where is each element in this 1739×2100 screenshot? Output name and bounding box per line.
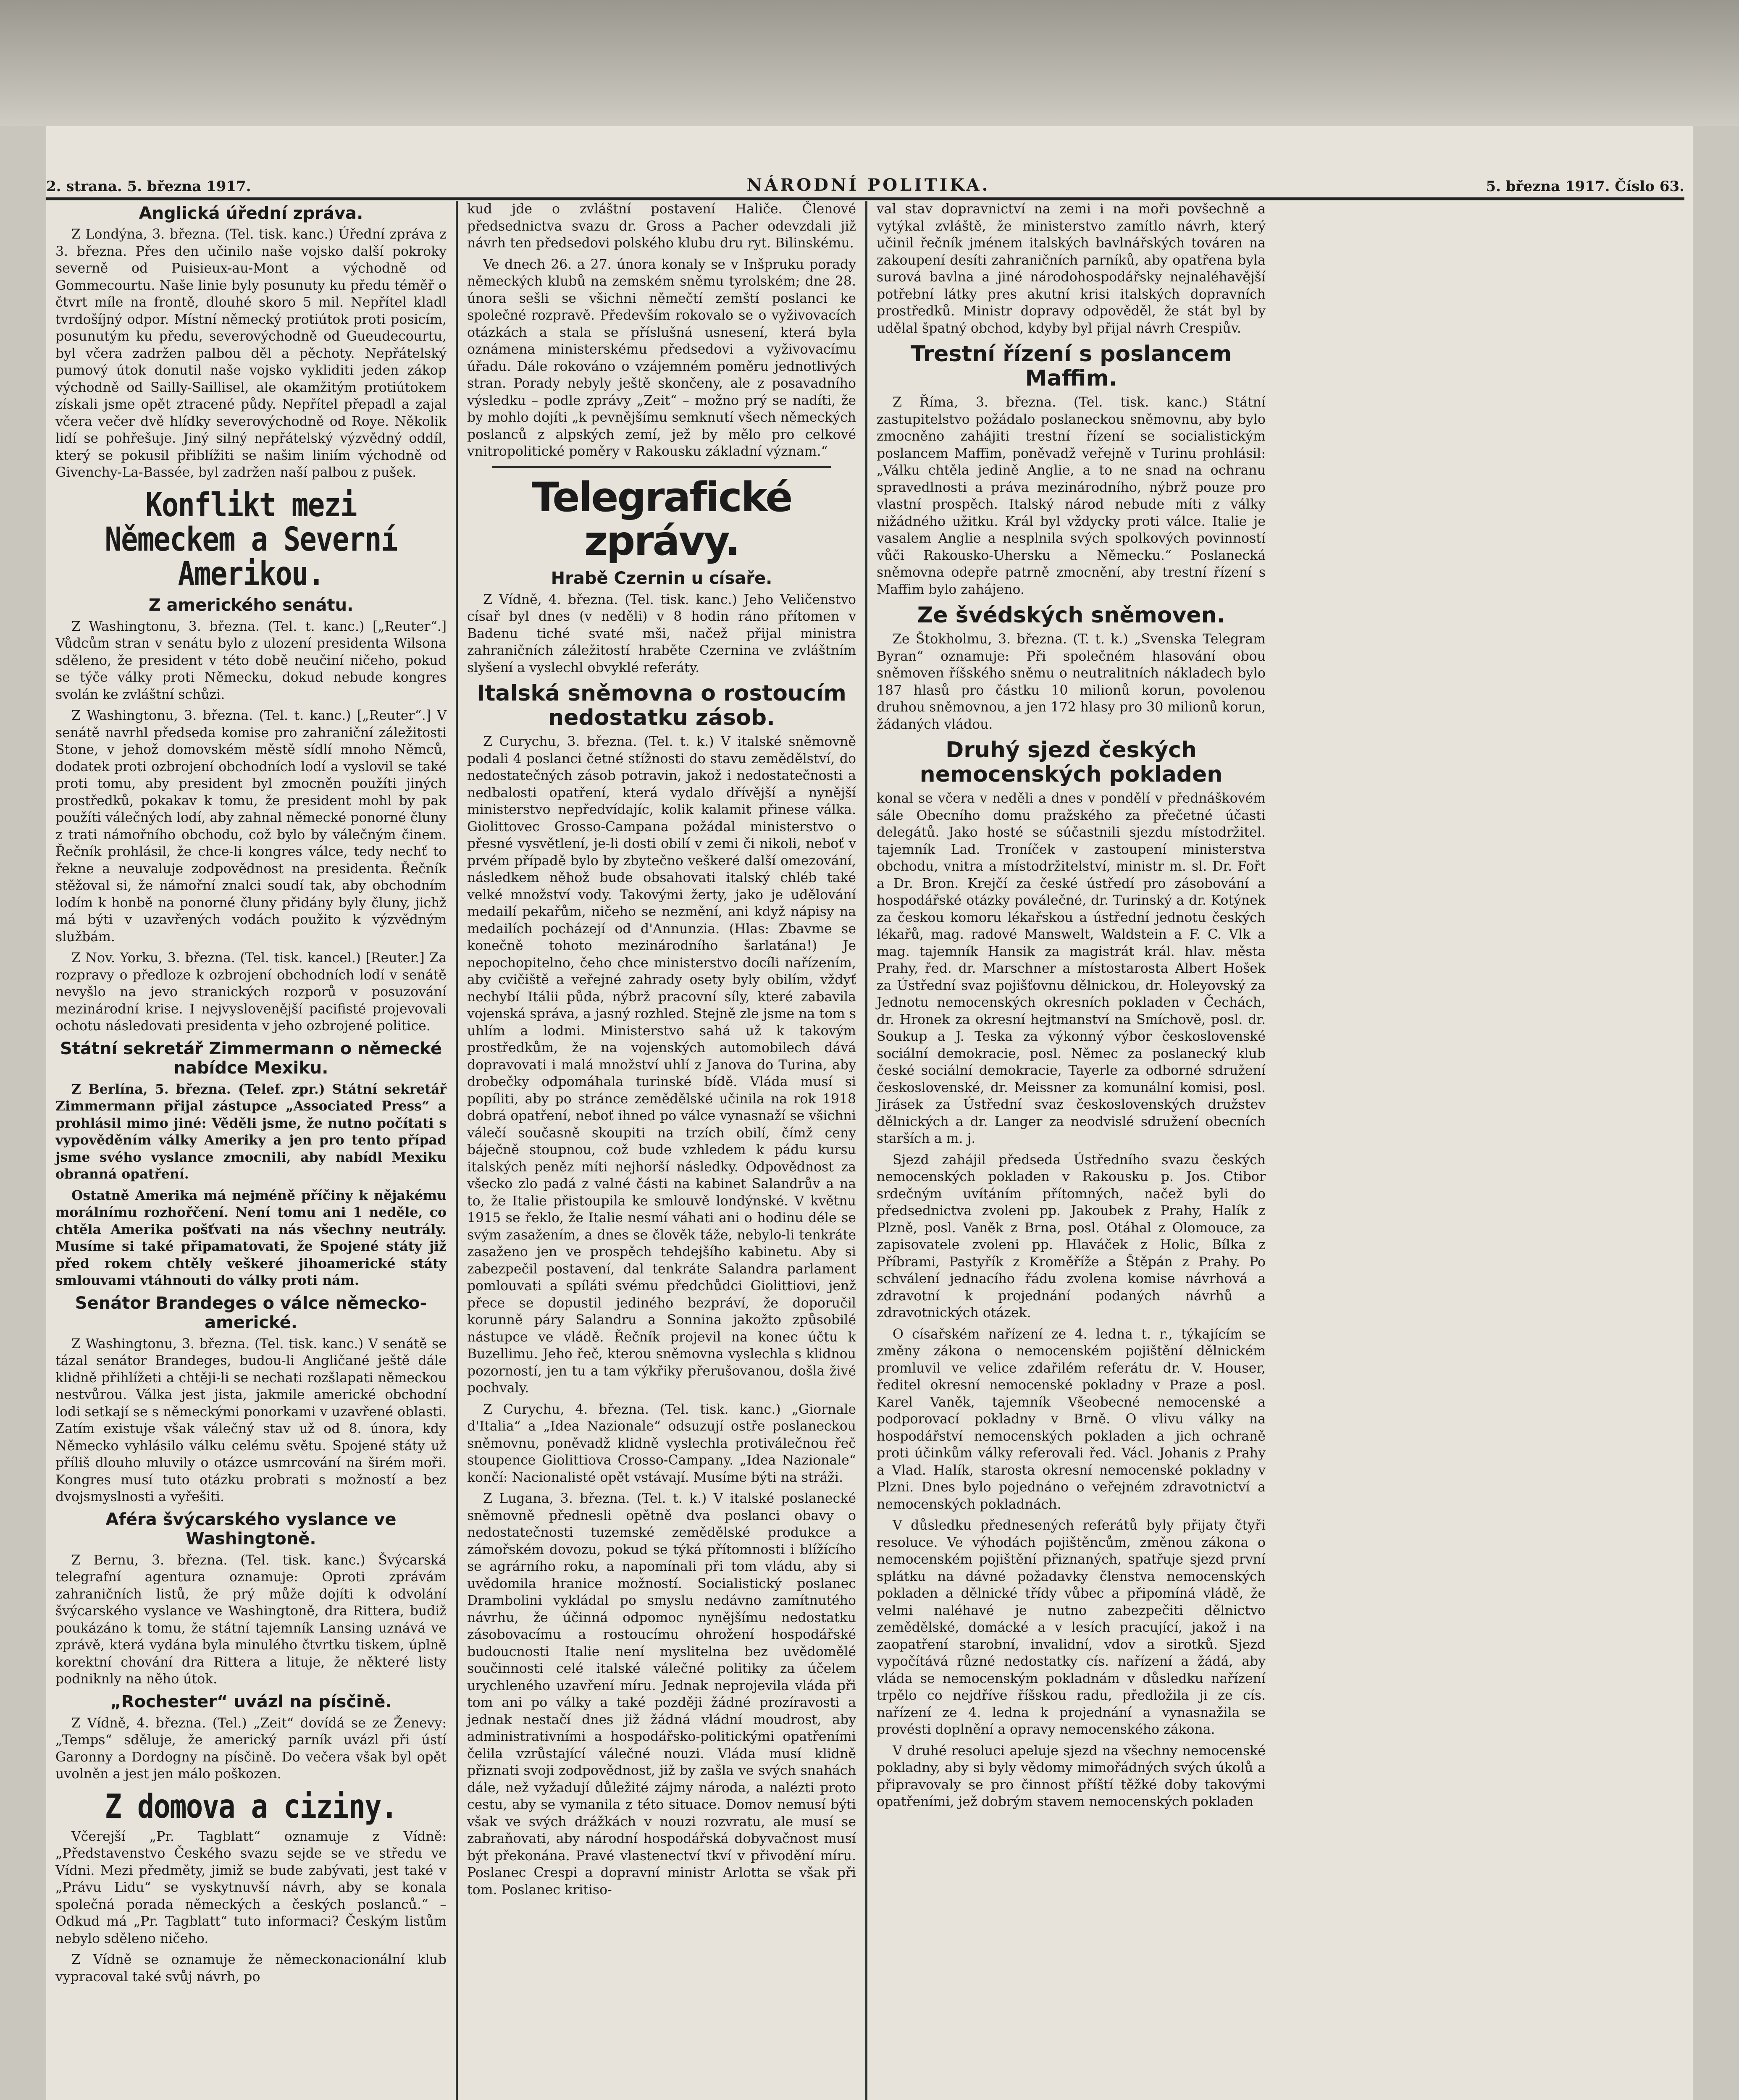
article-paragraph: Ze Štokholmu, 3. března. (T. t. k.) „Svenska Telegram Byran“ oznamuje: Při společném hlasování obou sněmoven říšského sněmu o neutralitních nákladech bylo 187 hlasů pro částku 10 milionů korun, povolenou druhou sněmovnou, a jen 172 hlasy pro 30 milionů korun, žádaných vládou.	[877, 632, 1266, 732]
headline-telegraphic-news: Telegrafické zprávy.	[531, 473, 792, 564]
headline-italian-chamber: Italská sněmovna o rostoucím nedostatku zásob.	[477, 681, 846, 730]
article-paragraph: kud jde o zvláštní postavení Haliče. Členové předsednictva svazu dr. Gross a Pacher odevzdali již návrh ten předsedovi polského klubu dru ryt. Bilinskému.	[467, 202, 856, 251]
headline-czernin: Hrabě Czernin u císaře.	[551, 568, 772, 588]
article-paragraph: Z Říma, 3. března. (Tel. tisk. kanc.) Státní zastupitelstvo požádalo poslaneckou sněmovnu, aby bylo zmocněno zahájiti trestní řízení se socialistickým poslancem Maffim, poněvadž veřejně v Turinu prohlásil: „Válku chtěla jedině Anglie, a to ne snad na ochranu spravedlnosti a práva mezinárodního, nýbrž pouze pro vlastní prospěch. Italský národ nebude míti z války nižádného užitku. Král byl vždycky proti válce. Italie je vasalem Anglie a nesplnila svých spolkových povinností vůči Rakousko-Uhersku a Německu.“ Poslanecká sněmovna odepře patrně zmocnění, aby trestní řízení s Maffim bylo zahájeno.	[877, 395, 1266, 597]
masthead	[46, 168, 1684, 200]
headline-maffi: Trestní řízení s poslancem Maffim.	[910, 341, 1232, 391]
article-paragraph: Z Vídně, 4. března. (Tel. tisk. kanc.) Jeho Veličenstvo císař byl dnes (v neděli) v 8 hodin ráno přítomen v Badenu tiché svaté mši, načež přijal ministra zahraničních záležitostí hraběte Czernina ve zvláštním slyšení a vyslechl obvyklé referáty.	[467, 592, 856, 675]
article-paragraph: Z Washingtonu, 3. března. (Tel. t. kanc.) [„Reuter“.] Vůdcům stran v senátu bylo z ulození presidenta Wilsona sděleno, že president v této době neučiní ničeho, pokud se týče války proti Německu, dokud nebude kongres svolán ke zvláštní schůzi.	[55, 619, 447, 702]
headline-home-and-abroad: Z domova a ciziny.	[105, 1788, 397, 1826]
headline-swedish-chambers: Ze švédských sněmoven.	[917, 603, 1225, 628]
headline-conflict-germany-america: Konflikt mezi Německem a Severní Amerikou.	[105, 486, 397, 593]
masthead-title: NÁRODNÍ POLITIKA.	[746, 175, 990, 195]
subheadline-senate: Z amerického senátu.	[148, 595, 354, 615]
masthead-left: 2. strana. 5. března 1917.	[46, 178, 251, 195]
article-paragraph: Z Vídně se oznamuje že německonacionální klub vypracoval také svůj návrh, po	[55, 1952, 447, 1984]
article-paragraph: Ve dnech 26. a 27. února konaly se v Inšpruku porady německých klubů na zemském sněmu tyrolském; dne 28. února sešli se všichni němečtí zemští poslanci ke společné rozpravě. Především rokovalo se o vyživovacích otázkách a stala se příslušná usnesení, která byla oznámena ministerskému předsedovi a vyživovacímu úřadu. Dále rokováno o vzájemném poměru jednotlivých stran. Porady nebyly ještě skončeny, ale z posavadního výsledku – podle zprávy „Zeit“ – možno prý se nadíti, že by mohlo dojíti „k pevnějšímu semknutí všech německých poslanců z alpských zemí, jež by mělo pro celkové vnitropolitické poměry v Rakousku základní význam.“	[467, 257, 856, 459]
article-paragraph: konal se včera v neděli a dnes v pondělí v přednáškovém sále Obecního domu pražského za přečetné účasti delegátů. Jako hosté se súčastnili sjezdu místodržitel. tajemník Lad. Troníček v zastoupení ministerstva obchodu, vnitra a místodržitelství, ministr m. sl. Dr. Fořt a Dr. Bron. Krejčí za české ústředí pro zásobování a hospodářské otázky poválečné, dr. Turinský a dr. Kotýnek za českou komoru lékařskou a ústřední jednotu českých lékařů, mag. radové Manswelt, Waldstein a F. C. Vlk a mag. tajemník Hansik za magistrát král. hlav. města Prahy, řed. dr. Marschner a místostarosta Albert Hošek za Ústřední svaz pojišťovnu dělnickou, dr. Holeyovský za Jednotu nemocenských okresních pokladen v Čechách, dr. Hronek za okresní hejtmanství na Smíchově, posl. dr. Soukup a J. Teska za výkonný výbor československé sociální demokracie, posl. Němec za poslanecký klub české sociální demokracie, Tayerle za odborné sdružení československé, dr. Meissner za komunální komisi, posl. Jirásek za Ústřední svaz československých družstev dělnických a dr. Langer za neodvislé sdružení obecních starších a m. j.	[877, 791, 1266, 1146]
article-paragraph: V důsledku přednesených referátů byly přijaty čtyři resoluce. Ve výhodách pojištěncům, změnou zákona o nemocenském pojištění přiznaných, spatřuje sjezd první splátku na dávné požadavky členstva nemocenských pokladen a dělnické třídy vůbec a připomíná vládě, že velmi naléhavé je nutno zabezpečiti dělnictvo zemědělské, domácké a v lesích pracující, jakož i na zaopatření starobní, invalidní, vdov a sirotků. Sjezd vypočítává různé nedostatky cís. nařízení a žádá, aby vláda se nemocenským pokladnám v důsledku nařízení trpělo co nejdříve říšskou radu, předložila ji ze cís. nařízení ze 4. ledna k projednání a vynasnažila se provésti doplnění a opravy nemocenského zákona.	[877, 1518, 1266, 1737]
section-divider	[492, 466, 831, 468]
article-paragraph: Z Londýna, 3. března. (Tel. tisk. kanc.) Úřední zpráva z 3. března. Přes den učinilo naše vojsko další pokroky severně od Puisieux-au-Mont a východně od Gommecourtu. Naše linie byly posunuty ku předu téměř o čtvrt míle na frontě, dlouhé skoro 5 mil. Nepřítel kladl tvrdošíjný odpor. Místní německý protiútok proti posicím, posunutým ku předu, severovýchodně od Gueudecourtu, byl včera zadržen palbou děl a pěchoty. Nepřátelský pumový útok donutil naše vojsko vykliditi jeden zákop východně od Sailly-Saillisel, ale okamžitým protiútokem získali jsme opět ztracené půdy. Nepřítel přepadl a zajal včera večer dvě hlídky severovýchodně od Roye. Několik lidí se pohřešuje. Jiný silný nepřátelský výzvědný oddíl, který se pokusil přiblížiti se našim liniím východně od Givenchy-La-Bassée, byl zadržen naší palbou z pušek.	[55, 227, 447, 480]
article-paragraph: Z Curychu, 4. března. (Tel. tisk. kanc.) „Giornale d'Italia“ a „Idea Nazionale“ odsuzují ostře poslaneckou sněmovnu, poněvadž klidně vyslechla protiválečnou řeč stoupence Giolittiova Crosso-Campany. „Idea Nazionale“ končí: Nacionalisté opět vstávají. Musíme býti na stráži.	[467, 1402, 856, 1485]
article-paragraph: Z Washingtonu, 3. března. (Tel. tisk. kanc.) V senátě se tázal senátor Brandeges, budou-li Angličané ještě dále klidně přihlížeti a chtěji-li se nechati rozšlapati německou nestvůrou. Válka jest jista, jakmile americké obchodní lodi setkají se s německými ponorkami v uzavřené oblasti. Zatím existuje však válečný stav už od 8. února, kdy Německo vyhlásilo válku celému světu. Spojené státy už příliš dlouho mluvily o otázce usmrcování na širém moři. Kongres musí tuto otázku probrati s možností a bez dvojsmyslnosti a vyřešiti.	[55, 1336, 447, 1504]
article-paragraph: val stav dopravnictví na zemi i na moři povšechně a vytýkal zvláště, že ministerstvo zamítlo návrh, který učinil řečník jménem italských bavlnářských továren na zakoupení desíti zahraničních parníků, aby opatřena byla surová bavlna a jiné národohospodářsky nejnaléhavější potřební látky pres akutní krisi italských dopravních prostředků. Ministr dopravy odpověděl, že stát byl by udělal špatný obchod, kdyby byl přijal návrh Crespiův.	[877, 202, 1266, 336]
article-paragraph: Z Berlína, 5. března. (Telef. zpr.) Státní sekretář Zimmermann přijal zástupce „Associated Press“ a prohlásil mimo jiné: Věděli jsme, že nutno počítati s vypověděním války Ameriky a jen pro tento případ jsme svého vyslance zmocnili, aby nabídl Mexiku obranná opatření.	[55, 1081, 447, 1182]
article-paragraph: Ostatně Amerika má nejméně příčiny k nějakému morálnímu rozhořčení. Není tomu ani 1 neděle, co chtěla Amerika pošťvati na nás všechny neutrály. Musíme si také připamatovati, že Spojené státy již před rokem chtěly veškeré jihoamerické státy smlouvami vtáhnouti do války proti nám.	[55, 1187, 447, 1288]
column-1	[46, 201, 456, 2100]
headline-english-report: Anglická úřední zpráva.	[139, 204, 363, 223]
article-paragraph: V druhé resoluci apeluje sjezd na všechny nemocenské pokladny, aby si byly vědomy mimořádných svých úkolů a připravovaly se pro činnost příští těžké doby takovými opatřeními, jež dobrým stavem nemocenských pokladen	[877, 1743, 1266, 1809]
headline-sick-funds-congress: Druhý sjezd českých nemocenských pokladen	[919, 738, 1223, 787]
headline-swiss-envoy: Aféra švýcarského vyslance ve Washingtoně.	[105, 1509, 397, 1549]
headline-rochester: „Rochester“ uvázl na písčině.	[110, 1692, 392, 1712]
article-paragraph: Z Curychu, 3. března. (Tel. t. k.) V italské sněmovně podali 4 poslanci četné stížnosti do stavu zemědělství, do nedostatečných zásob potravin, jakož i nedostatečnosti a nedbalosti opatření, která vydalo dřívější a nynější ministerstvo nepředvídajíc, kolik kalamit přinese válka. Giolittovec Grosso-Campana požádal ministerstvo o přesné vysvětlení, je-li dosti obilí v zemi či nikoli, neboť v prvém případě bylo by zbytečno veškeré další omezování, následkem něhož bude obsahovati italský chléb také velké množství vody. Takovými žerty, jako je udělování medailí pekařům, ničeho se nezmění, ani když nápisy na medailích pocházejí od d'Annunzia. (Hlas: Zbavme se konečně tohoto mezinárodního šarlatána!) Je nepochopitelno, čeho chce ministerstvo docíli nařízením, aby cvičiště a veřejné zahrady osety byly obilím, vždyť nechybí Itálii půda, nýbrž pracovní síly, které zabavila vojenská správa, a jasný rozhled. Stejně zle jsme na tom s uhlím a lodmi. Ministerstvo sahá už k takovým prostředkům, že na vojenských automobilech dává dopravovati i malá množství uhlí z Janova do Turina, aby drobečky odpomáhala turinské bídě. Vláda musí si popíliti, aby po stránce zemědělské učinila na rok 1918 dobrá opatření, neboť ihned po válce vynasnaží se všichni válečí současně skoupiti na trzích obilí, čímž ceny báječně stoupnou, což bude vzhledem k pádu kursu italských peněz míti nejhorší následky. Odpovědnost za všecko zlo padá z valné části na kabinet Salandrův a na to, že Italie přistoupila ke smlouvě londýnské. V květnu 1915 se řeklo, že Italie nesmí váhati ani o hodinu déle se svým zasažením, a dnes se člověk táže, nebylo-li tenkráte zasaženo jen ve prospěch tehdejšího kabinetu. Aby si zabezpečil postavení, dal tenkráte Salandra parlament pomlouvati a spíláti svému předchůdci Giolittiovi, jenž přece se dopustil jediného bezpráví, že doporučil korunně páry Salandru a Sonnina jakožto způsobilé nástupce ve vládě. Řečník projevil na konec účtu k Buzellimu. Jeho řeč, kterou sněmovna vyslechla s klidnou pozorností, jen tu a tam výkřiky přerušovanou, došla živé pochvaly.	[467, 734, 856, 1396]
article-paragraph: Z Bernu, 3. března. (Tel. tisk. kanc.) Švýcarská telegrafní agentura oznamuje: Oproti zprávám zahraničních listů, že prý může dojíti k odvolání švýcarského vyslance ve Washingtoně, dra Rittera, budiž poukázáno k tomu, že státní tajemník Lansing uznává ve zprávě, která vydána byla minulého čtvrtku tiskem, úplně korektní chování dra Rittera a lituje, že některé listy podniknly na něho útok.	[55, 1552, 447, 1687]
column-2	[456, 201, 865, 2100]
article-paragraph: Z Vídně, 4. března. (Tel.) „Zeit“ dovídá se ze Ženevy: „Temps“ sděluje, že americký parník uvázl při ústí Garonny a Dordogny na písčině. Do večera však byl opět uvolněn a jest jen málo poškozen.	[55, 1715, 447, 1782]
columns	[46, 201, 1684, 2100]
headline-brandeges: Senátor Brandeges o válce německo-americké.	[75, 1293, 427, 1332]
headline-zimmermann: Státní sekretář Zimmermann o německé nabídce Mexiku.	[60, 1039, 442, 1078]
article-paragraph: Z Lugana, 3. března. (Tel. t. k.) V italské poslanecké sněmovně přednesli opětně dva poslanci obavy o nedostatečnosti tuzemské zemědělské produkce a zámořském dovozu, pokud se týká přítomnosti i blížícího se agrárního roku, a napomínali při tom vládu, aby si uvědomila hranice možností. Socialistický poslanec Drambolini vykládal po smyslu nedávno zamítnutého návrhu, že účinná odpomoc nynějšímu nedostatku zásobovacímu a rostoucímu ohrožení hospodářské budoucnosti Italie není myslitelna bez uvědomělé součinnosti celé italské válečné politiky za účelem urychleného uzavření míru. Jednak neprojevila vláda při tom ani po války a také později žádné prozíravosti a jednak nestačí dnes již žádná vládní moudrost, aby administrativními a hospodářsko-politickými opatřeními čelila vzrůstající válečné nouzi. Vláda musí klidně přiznati svoji zodpovědnost, již by zašla ve svých snahách dále, než vyžadují důležité zájmy národa, a nalézti proto cestu, aby se vymanila z této situace. Domov nemusí býti však ve svých drážkách v nouzi rozvratu, ale musí se zabraňovati, aby národní hospodářská dobyvačnost musí být překonána. Pravé vlastenectví tkví v přivodění míru. Poslanec Crespi a dopravní ministr Arlotta se však při tom. Poslanec kritiso-	[467, 1491, 856, 1898]
masthead-right: 5. března 1917. Číslo 63.	[1486, 178, 1684, 195]
article-paragraph: Z Nov. Yorku, 3. března. (Tel. tisk. kancel.) [Reuter.] Za rozpravy o předloze k ozbrojení obchodních lodí v senátě nevyšlo na jevo stranických rozporů v posuzování mezinárodní krise. I nejvyslovenější pacifisté projevovali ochotu následovati presidenta v jeho ozbrojené politice.	[55, 950, 447, 1034]
article-paragraph: O císařském nařízení ze 4. ledna t. r., týkajícím se změny zákona o nemocenském pojištění dělnickém promluvil ve velice zdařilém referátu dr. V. Houser, ředitel okresní nemocenské pokladny v Praze a posl. Karel Vaněk, tajemník Všeobecné nemocenské a podporovací pokladny v Brně. O vlivu války na hospodářství nemocenských pokladen a jich ochraně proti účinkům války referovali řed. Václ. Johanis z Prahy a Vlad. Halík, starosta okresní nemocenské pokladny v Plzni. Dnes bylo pojednáno o veřejném zdravotnictví a nemocenských pokladnách.	[877, 1326, 1266, 1512]
article-paragraph: Sjezd zahájil předseda Ústředního svazu českých nemocenských pokladen v Rakousku p. Jos. Ctibor srdečným uvítáním přítomných, načež byli do předsednictva zvoleni pp. Jakoubek z Prahy, Halík z Plzně, posl. Vaněk z Brna, posl. Otáhal z Olomouce, za zapisovatele zvoleni pp. Hlaváček z Holic, Bílka z Příbrami, Pastyřík z Kroměříže a Štěpán z Prahy. Po schválení jednacího řádu zvolena komise návrhová a zdravotní k projednání podaných návrhů a zdravotnických otázek.	[877, 1152, 1266, 1320]
column-3	[865, 201, 1275, 2100]
article-paragraph: Z Washingtonu, 3. března. (Tel. t. kanc.) [„Reuter“.] V senátě navrhl předseda komise pro zahraniční záležitosti Stone, v jehož domovském městě sídlí mnoho Němců, dodatek proti ozbrojení obchodních lodí a vyslovil se také proti tomu, aby president byl zmocněn použíti jiných prostředků, pokakav k tomu, že president mohl by pak použíti válečných lodí, aby zahnal německé ponorné čluny z trati námořního obchodu, což bylo by válečným činem. Řečník prohlásil, že chce-li kongres válce, tedy nechť to řekne a neuvaluje zodpovědnost na presidenta. Řečník stěžoval si, že námořní znalci soudí tak, aby obchodním lodím k honbě na ponorné čluny přidány byly čluny, jichž má býti v uzavřených vodách použito k výzvědným službám.	[55, 708, 447, 945]
scan-top-margin	[0, 0, 1739, 126]
article-paragraph: Včerejší „Pr. Tagblatt“ oznamuje z Vídně: „Představenstvo Českého svazu sejde se ve středu ve Vídni. Mezi předměty, jimiž se bude zabývati, jest také v „Právu Lidu“ se vyskytnuvší návrh, aby se konala společná porada německých a českých poslanců.“ – Odkud má „Pr. Tagblatt“ tuto informaci? Českým listům nebylo sděleno ničeho.	[55, 1829, 447, 1946]
